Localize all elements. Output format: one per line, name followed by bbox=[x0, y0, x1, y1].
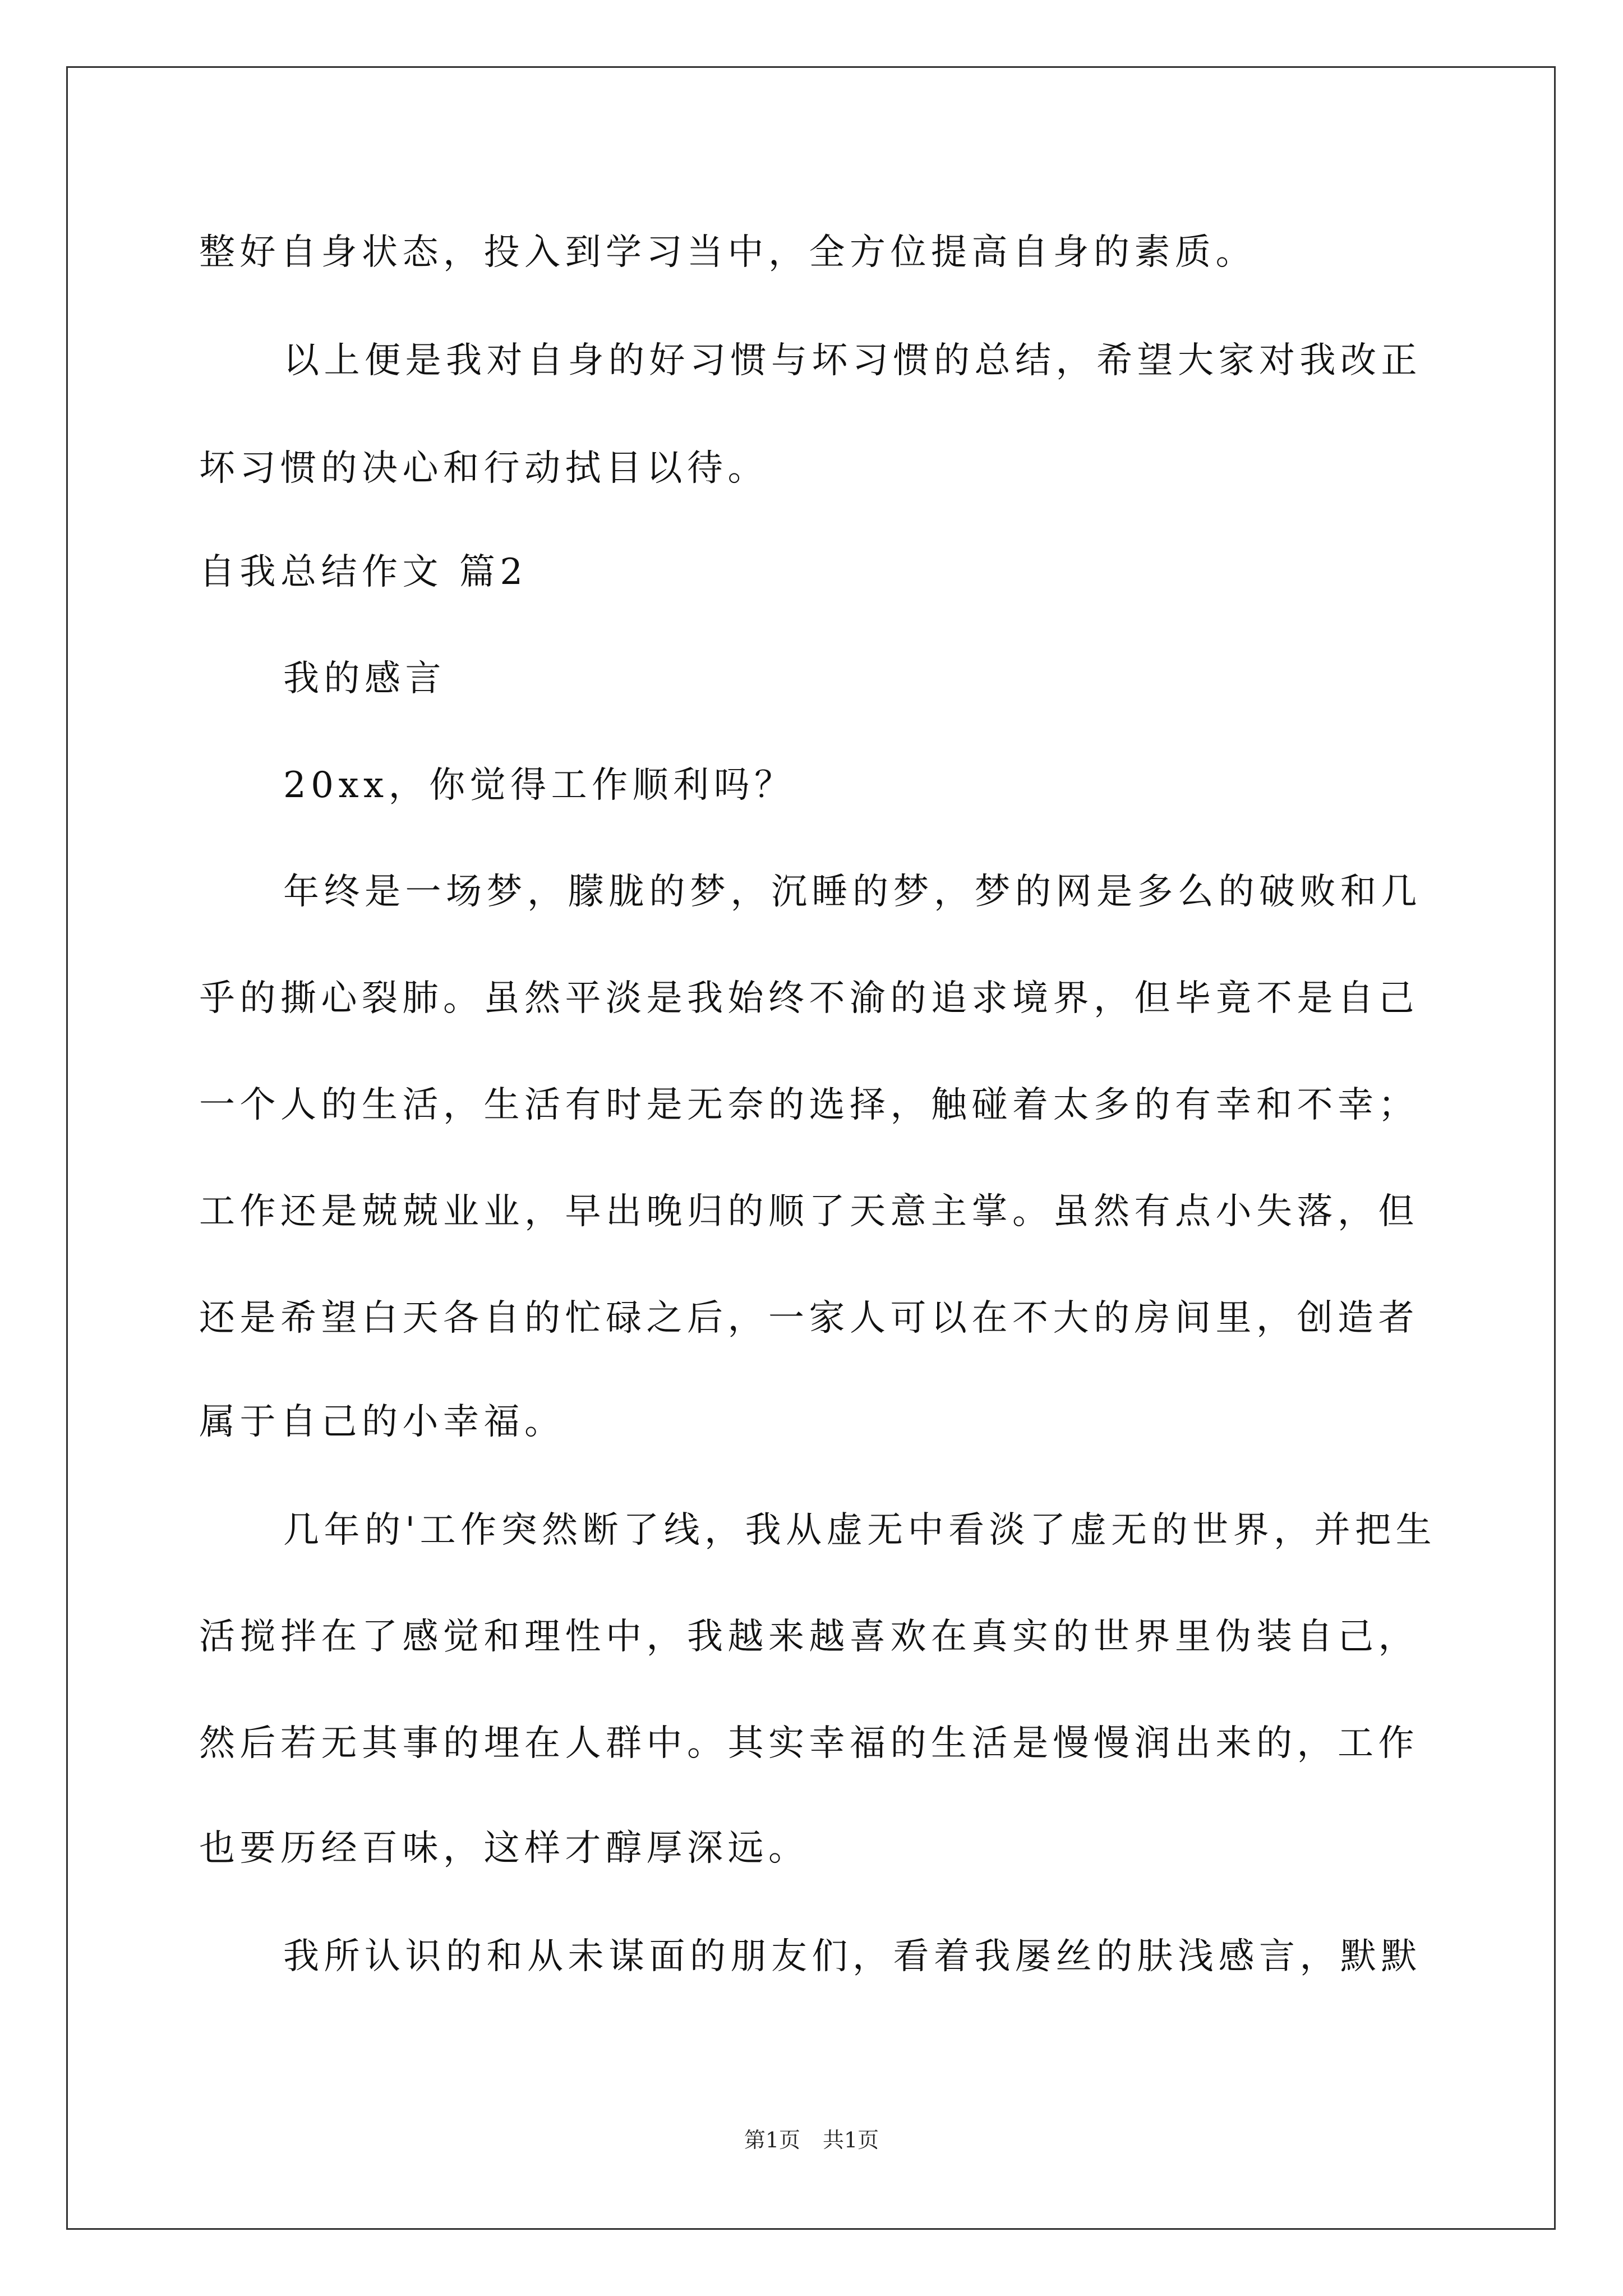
page-number: 第1页 bbox=[744, 2128, 800, 2152]
text-line: 乎的撕心裂肺。虽然平淡是我始终不渝的追求境界，但毕竟不是自己 bbox=[199, 978, 1419, 1019]
page-total: 共1页 bbox=[823, 2128, 879, 2152]
text-line: 我所认识的和从未谋面的朋友们，看着我屡丝的肤浅感言，默默 bbox=[283, 1936, 1422, 1977]
text-line: 然后若无其事的埋在人群中。其实幸福的生活是慢慢润出来的，工作 bbox=[199, 1723, 1419, 1764]
page-footer bbox=[0, 2126, 1623, 2154]
text-line: 工作还是兢兢业业，早出晚归的顺了天意主掌。虽然有点小失落，但 bbox=[199, 1191, 1419, 1232]
text-line: 年终是一场梦，朦胧的梦，沉睡的梦，梦的网是多么的破败和几 bbox=[283, 871, 1422, 913]
text-line: 坏习惯的决心和行动拭目以待。 bbox=[199, 448, 768, 489]
section-heading: 自我总结作文 篇2 bbox=[199, 551, 528, 593]
text-line: 也要历经百味，这样才醇厚深远。 bbox=[199, 1828, 809, 1869]
text-line: 几年的'工作突然断了线，我从虚无中看淡了虚无的世界，并把生 bbox=[283, 1510, 1437, 1551]
page-border bbox=[66, 66, 1556, 2230]
text-line: 属于自己的小幸福。 bbox=[199, 1401, 565, 1443]
text-line: 20xx，你觉得工作顺利吗？ bbox=[283, 765, 795, 806]
text-line: 还是希望白天各自的忙碌之后，一家人可以在不大的房间里，创造者 bbox=[199, 1297, 1419, 1339]
text-line: 我的感言 bbox=[283, 658, 446, 700]
text-line: 以上便是我对自身的好习惯与坏习惯的总结，希望大家对我改正 bbox=[283, 340, 1422, 381]
text-line: 一个人的生活，生活有时是无奈的选择，触碰着太多的有幸和不幸； bbox=[199, 1084, 1419, 1126]
text-line: 整好自身状态，投入到学习当中，全方位提高自身的素质。 bbox=[199, 232, 1256, 273]
text-line: 活搅拌在了感觉和理性中，我越来越喜欢在真实的世界里伪装自己， bbox=[199, 1616, 1419, 1658]
